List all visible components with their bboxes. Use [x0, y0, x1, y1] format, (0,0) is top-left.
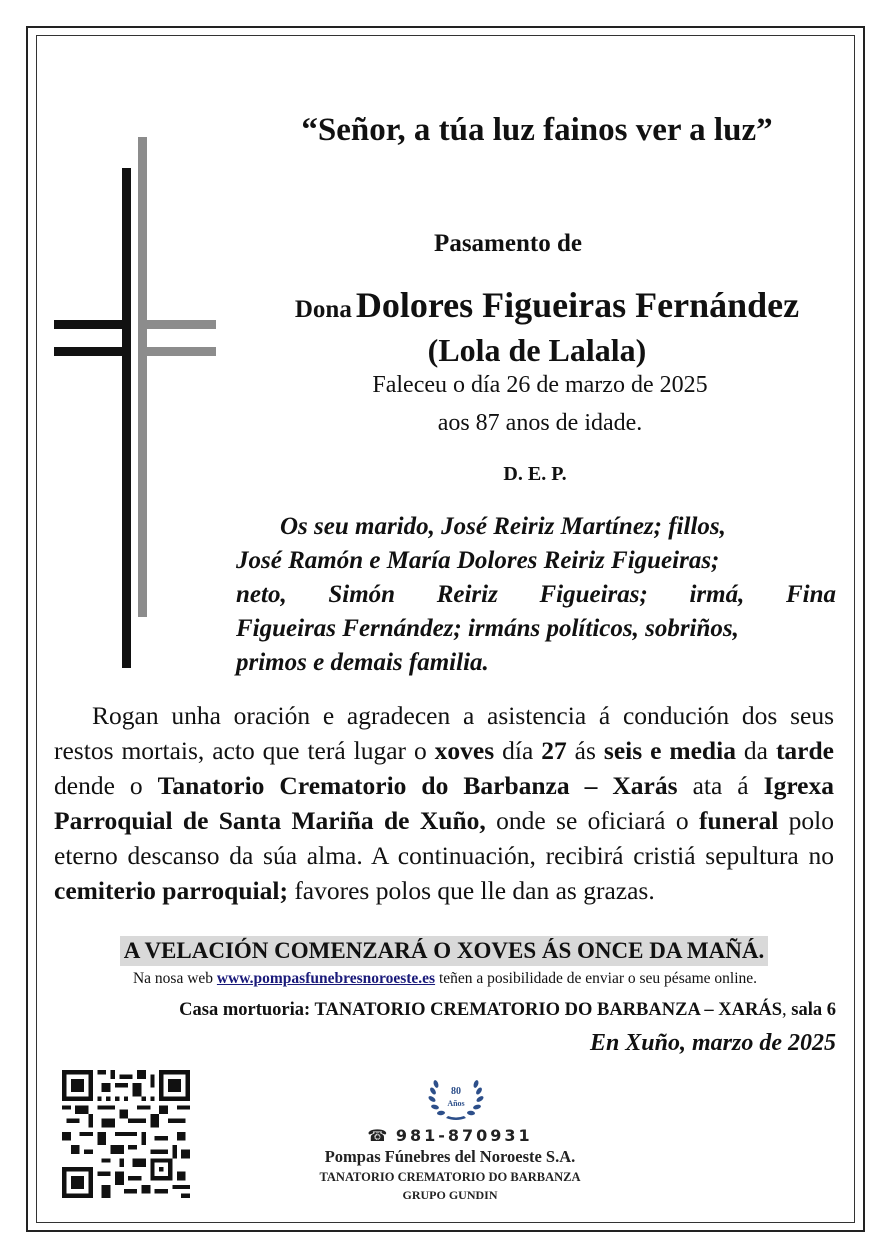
family-line: Figueiras Fernández; irmáns políticos, sobriños,	[236, 615, 739, 642]
deceased-nickname: (Lola de Lalala)	[427, 332, 647, 368]
website-link[interactable]: www.pompasfunebresnoroeste.es	[216, 970, 436, 987]
grupo-name: GRUPO GUNDIN	[402, 1188, 498, 1202]
casa-mortuoria: Casa mortuoria: TANATORIO CREMATORIO DO BARBANZA – XARÁS, sala 6	[179, 1000, 836, 1020]
phone-number[interactable]: 981-870931	[395, 1126, 533, 1145]
dep-text: D. E. P.	[503, 463, 567, 485]
family-line: neto, Simón Reiriz Figueiras; irmá, Fina	[236, 581, 836, 608]
anniversary-emblem-icon	[426, 1074, 486, 1122]
casa-label: Casa mortuoria:	[179, 1000, 311, 1020]
velacion-text: A VELACIÓN COMENZARÁ O XOVES ÁS ONCE DA MAÑÁ.	[120, 936, 768, 966]
emblem-word: Años	[447, 1099, 465, 1108]
tanatorio-name: TANATORIO CREMATORIO DO BARBANZA	[319, 1170, 581, 1184]
announcement-paragraph: Rogan unha oración e agradecen a asistencia á condución dos seus restos mortais, acto que terá lugar o xoves día 27 ás seis e media da tarde dende o Tanatorio Crematorio do Barbanza – Xarás ata á Igrexa Parroquial de Santa Mariña de Xuño, onde se oficiará o funeral polo eterno descanso da súa alma. A continuación, recibirá cristiá sepultura no cemiterio parroquial; favores polos que lle dan as grazas.	[54, 701, 834, 905]
web-note: Na nosa web www.pompasfunebresnoroeste.es teñen a posibilidade de enviar o seu pésame online.	[132, 970, 758, 987]
cross-light-vertical	[138, 137, 147, 617]
cross-light-bar-top	[138, 320, 216, 329]
company-name: Pompas Fúnebres del Noroeste S.A.	[324, 1147, 576, 1166]
telephone-icon: ☎	[367, 1126, 388, 1145]
phone-line	[300, 1126, 600, 1145]
death-date: Faleceu o día 26 de marzo de 2025	[372, 372, 708, 398]
cross-dark-bar-top	[54, 320, 131, 329]
deceased-name: Dolores Figueiras Fernández	[355, 285, 800, 325]
qr-code-icon[interactable]	[62, 1070, 190, 1198]
velacion-banner	[58, 936, 830, 966]
pasamento-heading: Pasamento de	[434, 230, 582, 257]
deceased-name-line	[232, 284, 862, 326]
date-place: En Xuño, marzo de 2025	[589, 1030, 836, 1056]
deceased-title: Dona	[294, 296, 352, 323]
casa-place: TANATORIO CREMATORIO DO BARBANZA – XARÁS	[310, 1000, 783, 1020]
cross-dark-bar-bottom	[54, 347, 131, 356]
family-list	[236, 510, 836, 680]
emblem-number: 80	[451, 1086, 461, 1097]
quote: “Señor, a túa luz fainos ver a luz”	[301, 112, 773, 148]
cross-dark-vertical	[122, 168, 131, 668]
family-line: Os seu marido, José Reiriz Martínez; fillos,	[280, 513, 726, 540]
casa-sala: sala 6	[786, 1000, 836, 1020]
age: aos 87 anos de idade.	[437, 410, 643, 436]
family-line: primos e demais familia.	[236, 649, 489, 676]
cross-icon	[54, 135, 218, 671]
family-line: José Ramón e María Dolores Reiriz Figueiras;	[236, 547, 720, 574]
cross-light-bar-bottom	[138, 347, 216, 356]
